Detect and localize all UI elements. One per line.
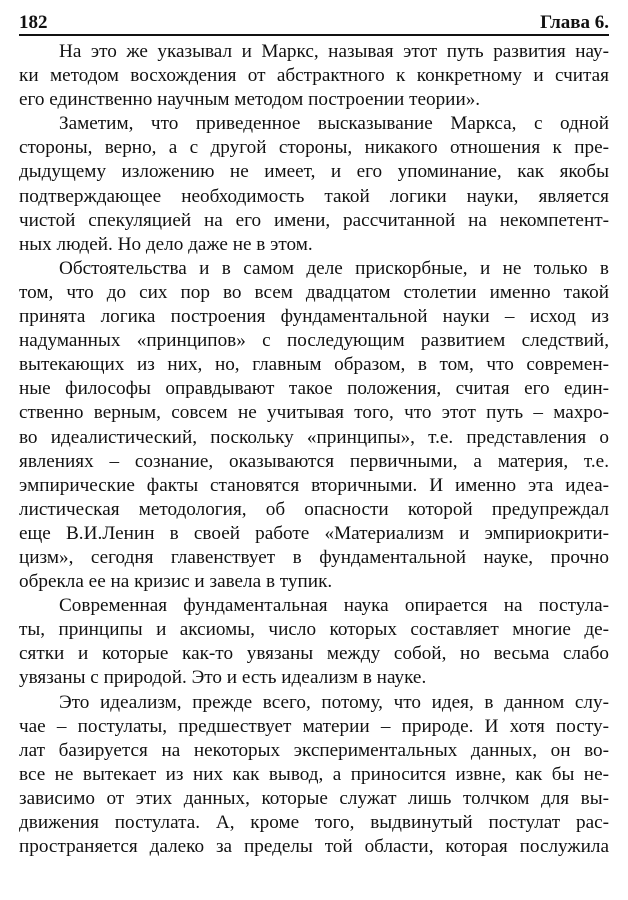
text-line: пространяется далеко за пределы той области, которая послужила xyxy=(19,836,609,858)
text-line: увязаны с природой. Это и есть идеализм в науке. xyxy=(19,667,427,689)
text-line: ственно верным, совсем не учитывая того, что этот путь – махро- xyxy=(19,402,609,424)
paragraph xyxy=(19,691,609,860)
text-line: надуманных «принципов» с последующим развитием следствий, xyxy=(19,330,609,352)
text-line: ки методом восхождения от абстрактного к конкретному и считая xyxy=(19,65,609,87)
text-line: цизм», сегодня главенствует в фундаментальной науке, прочно xyxy=(19,546,609,568)
text-line: Заметим, что приведенное высказывание Маркса, с одной xyxy=(59,113,609,135)
text-line: эмпирические факты становятся вторичными. И именно эта идеа- xyxy=(19,474,609,496)
text-line: Обстоятельства и в самом деле прискорбные, и не только в xyxy=(59,257,609,279)
text-line: принята логика построения фундаментальной науки – исход из xyxy=(19,306,609,328)
text-line: чае – постулаты, предшествует материи – природе. И хотя посту- xyxy=(19,715,609,737)
paragraph xyxy=(19,594,609,690)
text-line: том, что до сих пор во всем двадцатом столетии именно такой xyxy=(19,281,609,303)
text-line: листическая методология, об опасности которой предупреждал xyxy=(19,498,609,520)
paragraph xyxy=(19,112,609,257)
text-line: его единственно научным методом построении теории». xyxy=(19,89,481,111)
header-rule xyxy=(19,34,609,36)
text-line: На это же указывал и Маркс, называя этот путь развития нау- xyxy=(59,41,609,62)
text-line: обрекла ее на кризис и завела в тупик. xyxy=(19,571,333,593)
paragraph xyxy=(19,40,609,112)
text-line: еще В.И.Ленин в своей работе «Материализм и эмпириокрити- xyxy=(19,522,609,544)
paragraph xyxy=(19,257,609,594)
text-line: ные философы оправдывают такое положения, считая его един- xyxy=(19,378,609,400)
page-body xyxy=(19,40,609,859)
text-line: во идеалистический, поскольку «принципы», т.е. представления о xyxy=(19,426,609,448)
text-line: ных людей. Но дело даже не в этом. xyxy=(19,233,313,255)
text-line: вытекающих из них, но, главным образом, в том, что современ- xyxy=(19,354,609,376)
text-line: сятки и которые как-то увязаны между собой, но весьма слабо xyxy=(19,643,609,665)
text-line: явлениях – сознание, оказываются первичными, а материя, т.е. xyxy=(19,450,609,472)
text-line: Это идеализм, прежде всего, потому, что идея, в данном слу- xyxy=(59,691,609,713)
text-line: все не вытекает из них как вывод, а приносится извне, как бы не- xyxy=(19,763,609,785)
running-header xyxy=(19,8,609,34)
text-line: ты, принципы и аксиомы, число которых составляет многие де- xyxy=(19,619,609,641)
page-number: 182 xyxy=(19,12,48,33)
text-line: стороны, верно, а с другой стороны, никакого отношения к пре- xyxy=(19,137,609,159)
text-line: дыдущему изложению не имеет, и его упоминание, как якобы xyxy=(19,161,609,183)
chapter-title: Глава 6. xyxy=(540,12,609,33)
text-line: зависимо от этих данных, которые служат лишь толчком для вы- xyxy=(19,787,609,809)
text-line: чистой спекуляцией на его имени, рассчитанной на некомпетент- xyxy=(19,209,609,231)
text-line: лат базируется на некоторых экспериментальных данных, он во- xyxy=(19,739,609,761)
text-line: Современная фундаментальная наука опирается на постула- xyxy=(59,595,609,617)
text-line: движения постулата. А, кроме того, выдвинутый постулат рас- xyxy=(19,812,609,833)
text-line: подтверждающее необходимость такой логики науки, является xyxy=(19,185,609,207)
